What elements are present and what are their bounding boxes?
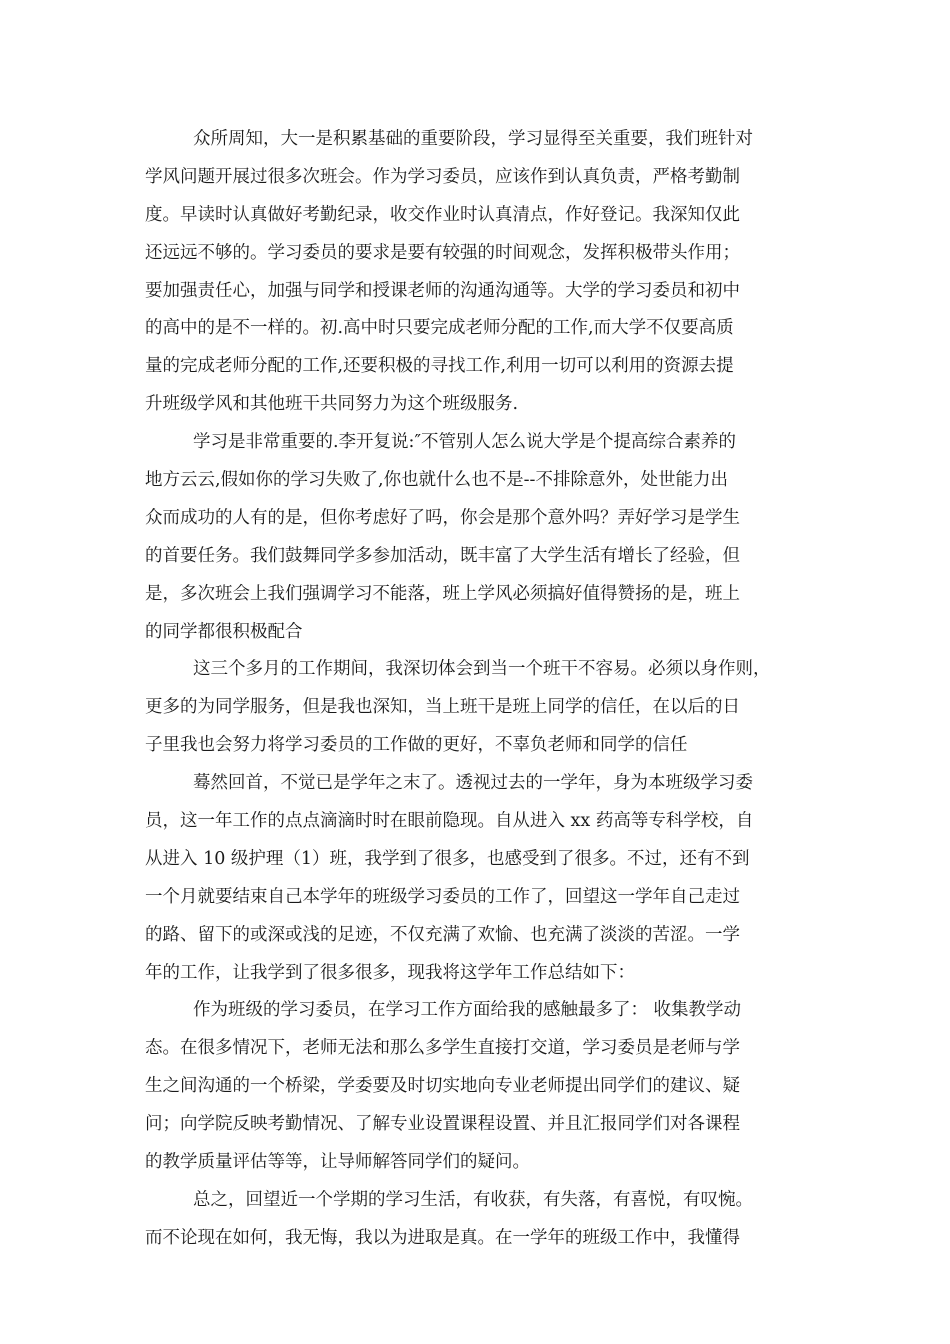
text-line: 态。在很多情况下，老师无法和那么多学生直接打交道，学习委员是老师与学	[145, 1038, 740, 1059]
text-line: 子里我也会努力将学习委员的工作做的更好，不辜负老师和同学的信任	[145, 735, 688, 756]
text-line: 更多的为同学服务，但是我也深知，当上班干是班上同学的信任，在以后的日	[145, 697, 740, 718]
text-line: 这三个多月的工作期间，我深切体会到当一个班干不容易。必须以身作则，	[193, 659, 771, 680]
text-line: 是，多次班会上我们强调学习不能落，班上学风必须搞好值得赞扬的是，班上	[145, 583, 740, 604]
text-line: 年的工作，让我学到了很多很多，现我将这学年工作总结如下：	[145, 962, 635, 983]
text-line: 生之间沟通的一个桥梁，学委要及时切实地向专业老师提出同学们的建议、疑	[145, 1076, 740, 1097]
text-line: 度。早读时认真做好考勤纪录，收交作业时认真清点，作好登记。我深知仅此	[145, 204, 740, 225]
text-line: 要加强责任心，加强与同学和授课老师的沟通沟通等。大学的学习委员和初中	[145, 280, 740, 301]
text-line: 学习是非常重要的.李开复说:″不管别人怎么说大学是个提高综合素养的	[193, 432, 736, 453]
text-line: 蓦然回首，不觉已是学年之末了。透视过去的一学年，身为本班级学习委	[193, 773, 753, 794]
text-line: 的同学都很积极配合	[145, 621, 303, 642]
text-line: 问；向学院反映考勤情况、了解专业设置课程设置、并且汇报同学们对各课程	[145, 1114, 740, 1135]
text-line: 从进入 10 级护理（1）班，我学到了很多，也感受到了很多。不过，还有不到	[145, 848, 750, 869]
text-line: 升班级学风和其他班干共同努力为这个班级服务.	[145, 394, 519, 415]
text-line: 的首要任务。我们鼓舞同学多参加活动，既丰富了大学生活有增长了经验，但	[145, 545, 740, 566]
text-line: 的高中的是不一样的。初.高中时只要完成老师分配的工作,而大学不仅要高质	[145, 318, 734, 339]
text-line: 一个月就要结束自己本学年的班级学习委员的工作了，回望这一学年自己走过	[145, 886, 740, 907]
text-line: 的路、留下的或深或浅的足迹，不仅充满了欢愉、也充满了淡淡的苦涩。一学	[145, 924, 740, 945]
text-line: 总之，回望近一个学期的学习生活，有收获，有失落，有喜悦，有叹惋。	[193, 1189, 753, 1210]
text-line: 量的完成老师分配的工作,还要积极的寻找工作,利用一切可以利用的资源去提	[145, 356, 734, 377]
text-line: 而不论现在如何，我无悔，我以为进取是真。在一学年的班级工作中，我懂得	[145, 1227, 740, 1248]
text-line: 众而成功的人有的是，但你考虑好了吗，你会是那个意外吗？弄好学习是学生	[145, 507, 740, 528]
text-line: 还远远不够的。学习委员的要求是要有较强的时间观念，发挥积极带头作用；	[145, 242, 740, 263]
text-line: 员，这一年工作的点点滴滴时时在眼前隐现。自从进入 xx 药高等专科学校，自	[145, 811, 754, 832]
text-line: 地方云云,假如你的学习失败了,你也就什么也不是--不排除意外，处世能力出	[145, 470, 728, 491]
body-text	[145, 121, 825, 1258]
text-line: 作为班级的学习委员，在学习工作方面给我的感触最多了： 收集教学动	[193, 1000, 742, 1021]
text-line: 学风问题开展过很多次班会。作为学习委员，应该作到认真负责，严格考勤制	[145, 166, 740, 187]
text-line: 众所周知，大一是积累基础的重要阶段，学习显得至关重要，我们班针对	[193, 129, 753, 149]
text-line: 的教学质量评估等等，让导师解答同学们的疑问。	[145, 1152, 530, 1173]
